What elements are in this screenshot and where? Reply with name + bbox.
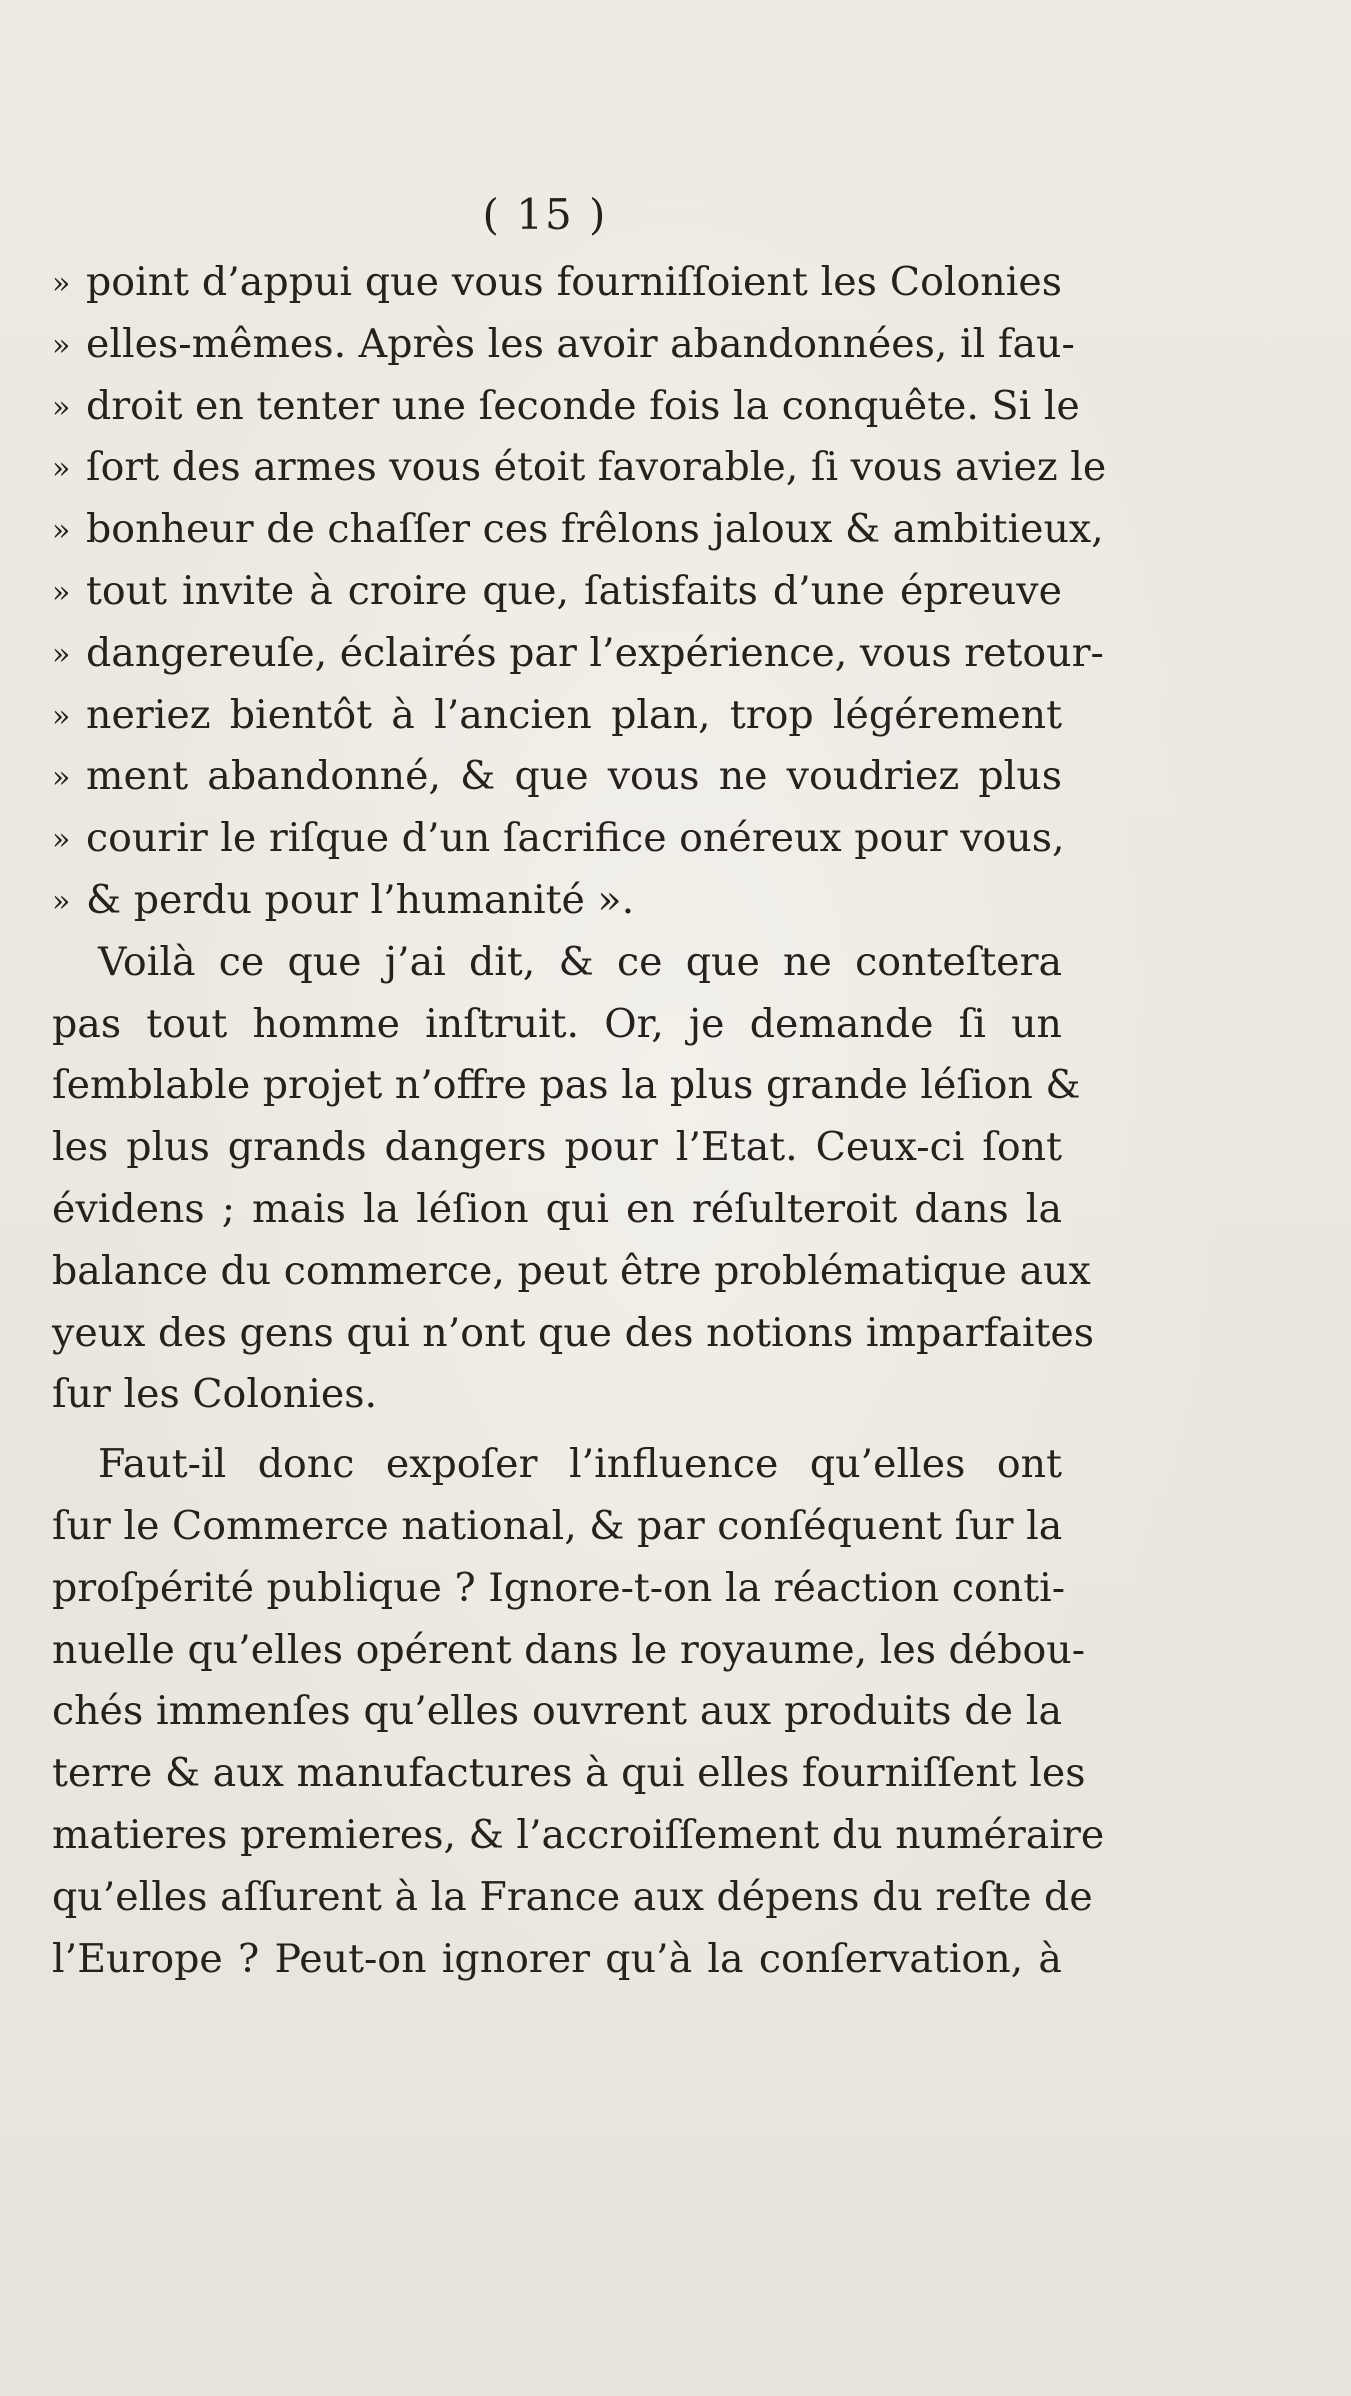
text-line: terre & aux manufactures à qui elles fourniſſent les xyxy=(52,1750,1086,1797)
text-line: » courir le riſque d’un ſacrifice onéreux pour vous, xyxy=(52,808,1062,870)
guillemet: » xyxy=(52,883,71,919)
guillemet: » xyxy=(52,636,71,672)
text-line: ſur les Colonies. xyxy=(52,1371,378,1418)
guillemet: » xyxy=(52,574,71,610)
text-line: nuelle qu’elles opérent dans le royaume, les débou- xyxy=(52,1626,1086,1673)
text-line: Voilà ce que j’ai dit, & ce que ne conteſtera xyxy=(98,938,1062,985)
text-line: » ſort des armes vous étoit favorable, ſi vous aviez le xyxy=(52,437,1062,499)
page-text xyxy=(52,252,1107,1990)
text-line: » tout invite à croire que, ſatisfaits d’une épreuve xyxy=(52,561,1062,623)
text-line: les plus grands dangers pour l’Etat. Ceux-ci ſont xyxy=(52,1124,1062,1171)
quoted-passage xyxy=(52,252,1107,932)
text-line: qu’elles aſſurent à la France aux dépens du reſte de xyxy=(52,1873,1093,1920)
guillemet: » xyxy=(52,513,71,549)
text-line: évidens ; mais la léſion qui en réſulteroit dans la xyxy=(52,1185,1062,1232)
guillemet: » xyxy=(52,451,71,487)
guillemet: » xyxy=(52,698,71,734)
text-line: » & perdu pour l’humanité ». xyxy=(52,870,1062,932)
text-line: chés immenſes qu’elles ouvrent aux produits de la xyxy=(52,1688,1062,1735)
text-line: ſur le Commerce national, & par conſéquent ſur la xyxy=(52,1502,1063,1549)
text-line: pas tout homme inſtruit. Or, je demande ſi un xyxy=(52,1000,1062,1047)
text-line: balance du commerce, peut être problématique aux xyxy=(52,1247,1091,1294)
text-line: » neriez bientôt à l’ancien plan, trop légérement xyxy=(52,685,1062,747)
text-line: » droit en tenter une ſeconde fois la conquête. Si le xyxy=(52,376,1062,438)
text-line: yeux des gens qui n’ont que des notions imparfaites xyxy=(52,1309,1094,1356)
guillemet: » xyxy=(52,389,71,425)
page-number: ( 15 ) xyxy=(482,190,608,239)
guillemet: » xyxy=(52,266,71,301)
text-line: » ment abandonné, & que vous ne voudriez plus xyxy=(52,746,1062,808)
text-line: ſemblable projet n’offre pas la plus grande léſion & xyxy=(52,1062,1081,1109)
text-line: matieres premieres, & l’accroiſſement du numéraire xyxy=(52,1811,1105,1858)
guillemet: » xyxy=(52,822,71,858)
paragraph-2 xyxy=(52,1434,1105,1990)
paragraph-1 xyxy=(52,932,1094,1426)
guillemet: » xyxy=(52,760,71,796)
guillemet: » xyxy=(52,327,71,363)
text-line: l’Europe ? Peut-on ignorer qu’à la conſervation, à xyxy=(52,1935,1062,1982)
text-line: proſpérité publique ? Ignore-t-on la réaction conti- xyxy=(52,1564,1066,1611)
text-line: » dangereuſe, éclairés par l’expérience, vous retour- xyxy=(52,623,1062,685)
text-line: » bonheur de chaſſer ces frêlons jaloux & ambitieux, xyxy=(52,499,1062,561)
text-line: » point d’appui que vous fourniſſoient les Colonies xyxy=(52,252,1062,314)
text-line: Faut-il donc expoſer l’influence qu’elles ont xyxy=(98,1441,1062,1488)
text-line: » elles-mêmes. Après les avoir abandonnées, il fau- xyxy=(52,314,1062,376)
